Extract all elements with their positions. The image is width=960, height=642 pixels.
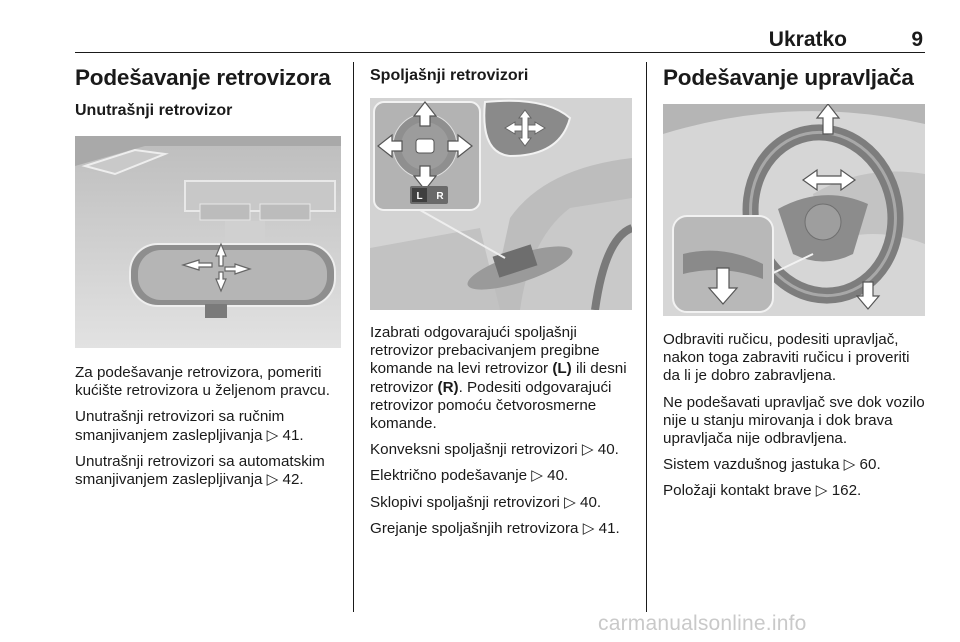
page-header <box>75 28 925 53</box>
interior-mirror-subheading: Unutrašnji retrovizor <box>75 102 233 119</box>
paragraph: Položaji kontakt brave ▷ 162. <box>663 482 862 500</box>
exterior-mirror-control-illustration <box>370 98 632 310</box>
steering-adjust-heading: Podešavanje upravljača <box>663 65 914 90</box>
column-steering-wheel <box>663 62 929 509</box>
switch-right-label: R <box>436 191 444 202</box>
mirror-adjust-heading: Podešavanje retrovizora <box>75 65 331 90</box>
column-exterior-mirrors <box>370 62 636 546</box>
paragraph: Grejanje spoljašnjih retrovizora ▷ 41. <box>370 519 620 537</box>
paragraph: Unutrašnji retrovizori sa automatskim smanjivanjem zaslepljivanja ▷ 42. <box>75 452 325 489</box>
paragraph: Za podešavanje retrovizora, pomeriti kućište retrovizora u željenom pravcu. <box>75 364 330 400</box>
exterior-mirrors-subheading: Spoljašnji retrovizori <box>370 67 529 84</box>
paragraph: Električno podešavanje ▷ 40. <box>370 467 569 485</box>
column-interior-mirror <box>75 62 341 497</box>
steering-wheel-illustration <box>663 104 925 316</box>
interior-mirror-illustration <box>75 136 341 348</box>
column-divider <box>353 62 354 612</box>
paragraph: Sistem vazdušnog jastuka ▷ 60. <box>663 456 881 474</box>
paragraph: Konveksni spoljašnji retrovizori ▷ 40. <box>370 441 619 459</box>
column-divider <box>646 62 647 612</box>
page-number: 9 <box>911 28 923 51</box>
switch-left-label: L <box>416 191 423 202</box>
section-title: Ukratko <box>768 28 847 51</box>
paragraph: Sklopivi spoljašnji retrovizori ▷ 40. <box>370 493 602 511</box>
paragraph: Odbraviti ručicu, podesiti upravljač, nakon toga zabraviti ručicu i proveriti da li je dobro zabravljena. <box>663 331 910 385</box>
paragraph: Unutrašnji retrovizori sa ručnim smanjivanjem zaslepljivanja ▷ 41. <box>75 408 304 444</box>
watermark: carmanualsonline.info <box>598 612 807 635</box>
paragraph: Izabrati odgovarajući spoljašnji retrovizor prebacivanjem pregibne komande na levi retrovizor (L) ili desni retrovizor (R). Podesiti odgovarajući retrovizor pomoću četvorosmerne komande. <box>370 324 627 433</box>
paragraph: Ne podešavati upravljač sve dok vozilo nije u stanju mirovanja i dok brava upravljača nije odbravljena. <box>663 393 925 448</box>
